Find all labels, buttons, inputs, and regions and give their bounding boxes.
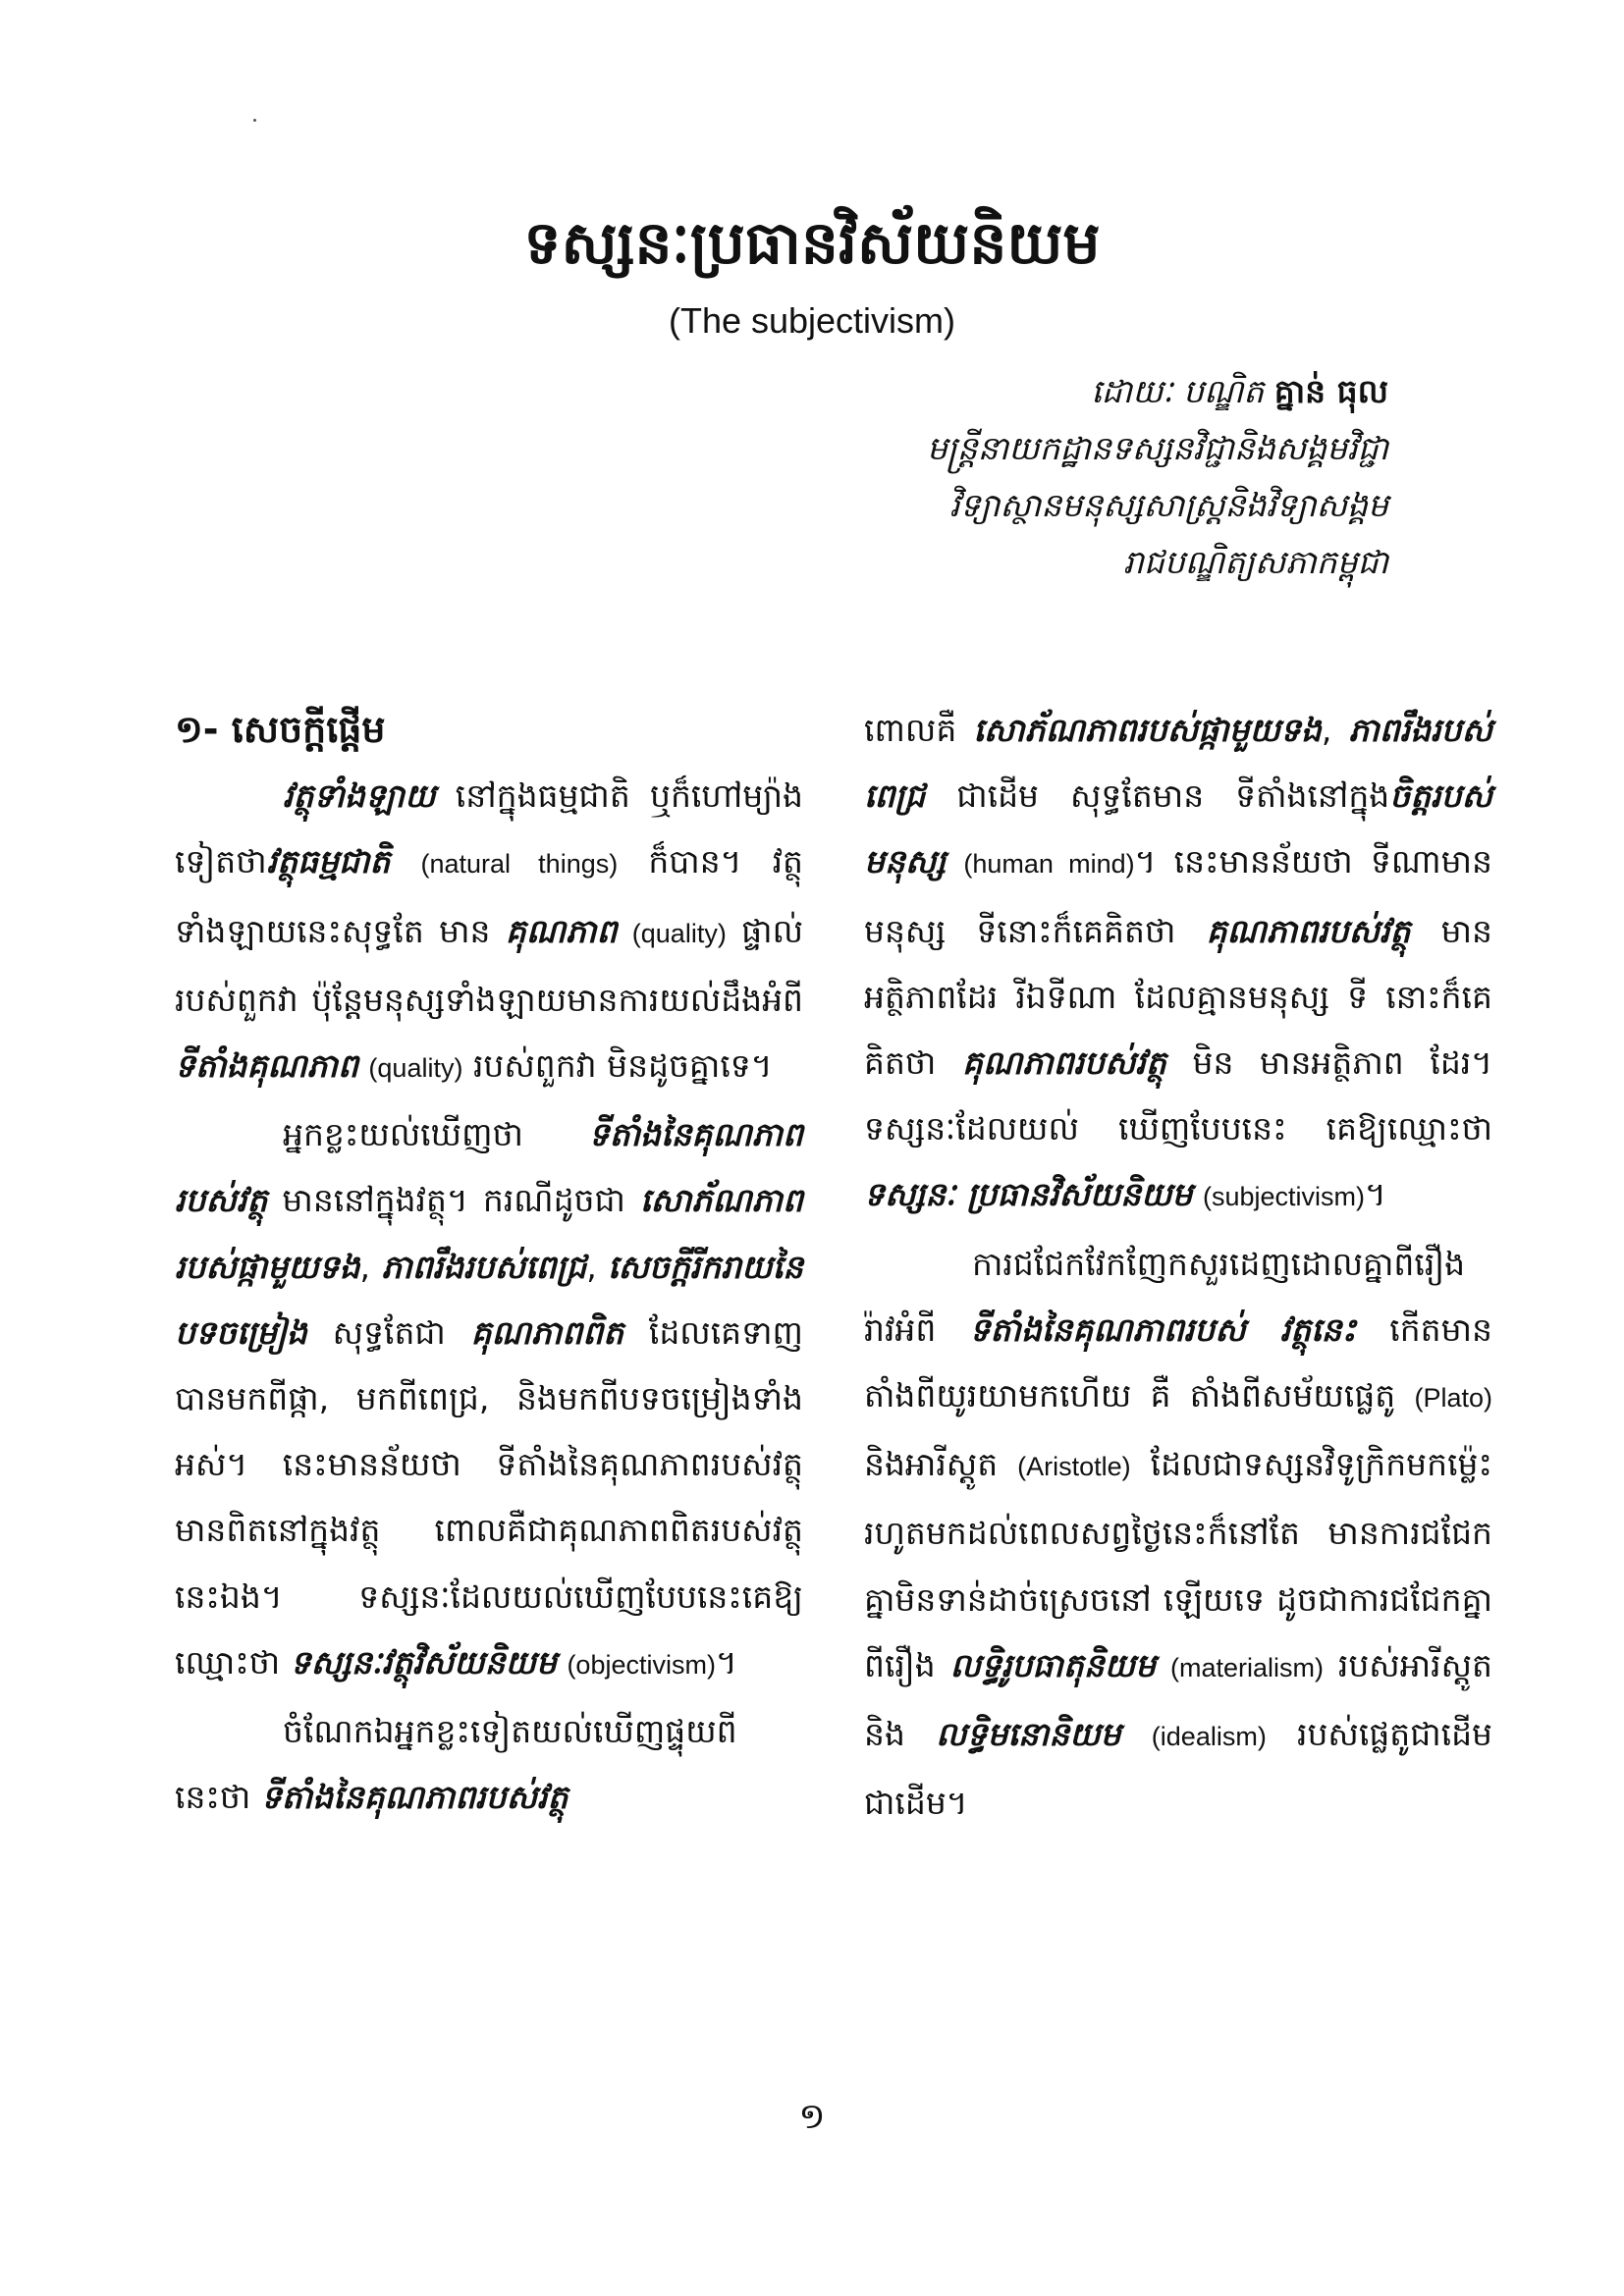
text-run: សុទ្ធតែជា	[306, 1312, 471, 1352]
english-term: (natural things)	[420, 849, 619, 880]
text-run	[617, 912, 631, 950]
emphasis: ភាពរឹងរបស់ពេជ្រ	[864, 711, 1492, 816]
emphasis: វត្ថុធម្មជាតិ	[266, 842, 391, 881]
text-run	[1192, 1175, 1203, 1213]
emphasis: លទ្ធិមនោនិយម	[936, 1715, 1121, 1754]
text-run: ផ្ទាល់របស់ពួកវា ប៉ុន្តែមនុស្សទាំងឡាយមានការយល់ដឹងអំពី	[175, 911, 803, 1019]
left-column	[175, 697, 803, 1830]
text-run: ,	[359, 1247, 382, 1286]
emphasis: វត្ថុទាំងឡាយ	[283, 776, 436, 816]
text-run	[1156, 1646, 1170, 1684]
emphasis: សោភ័ណភាពរបស់ផ្កាមួយទង	[175, 1181, 803, 1286]
right-column	[864, 697, 1492, 1836]
text-run: ,	[1321, 711, 1349, 749]
text-run: ។	[1365, 1175, 1386, 1214]
section-heading: ១- សេចក្តីផ្តើម	[175, 708, 386, 751]
english-term: (Plato)	[1414, 1383, 1492, 1414]
text-run: ។ នេះមានន័យថា ទីណាមានមនុស្ស ទីនោះក៏គេគិតថា	[864, 842, 1493, 950]
text-run: របស់អារីស្តូត និង	[864, 1645, 1492, 1754]
paragraph	[175, 1698, 803, 1830]
affiliation-line: វិទ្យាស្ថានមនុស្សសាស្ត្រនិងវិទ្យាសង្គម	[949, 486, 1388, 524]
english-term: (quality)	[631, 918, 727, 948]
emphasis: គុណភាពពិត	[470, 1312, 624, 1352]
text-run: ចំណែកឯអ្នកខ្លះទៀតយល់ឃើញផ្ទុយពីនេះថា	[175, 1712, 737, 1817]
paragraph	[864, 1231, 1492, 1837]
emphasis: ទស្សនៈវត្ថុវិស័យនិយម	[290, 1642, 557, 1682]
english-term: (objectivism)	[567, 1649, 716, 1680]
text-run: កើតមានតាំងពីយូរយាមកហើយ គឺ តាំងពីសម័យផ្លេតូ	[864, 1309, 1492, 1415]
english-term: (quality)	[368, 1053, 463, 1084]
text-run: មាន អត្ថិភាពដែរ រីឯទីណា ដែលគ្មានមនុស្ស ទី នោះក៏គេគិតថា	[864, 911, 1492, 1083]
text-run: ជាដើម សុទ្ធតែមាន ទីតាំងនៅក្នុង	[925, 776, 1390, 816]
emphasis: ចិត្តរបស់មនុស្ស	[864, 776, 1492, 881]
text-run	[1121, 1715, 1152, 1753]
text-run	[390, 842, 420, 881]
paragraph	[175, 763, 803, 1101]
text-run: ដែលគេទាញបានមកពីផ្កា, មកពីពេជ្រ, និងមកពីបទចម្រៀងទាំងអស់។ នេះមានន័យថា ទីតាំងនៃគុណភាពរបស់វត្ថុមានពិតនៅក្នុងវត្ថុ ពោលគឺជាគុណភាពពិតរបស់វត្ថុនេះឯង។ ទស្សនៈដែលយល់ឃើញបែបនេះគេឱ្យឈ្មោះថា	[175, 1312, 803, 1682]
english-term: (human mind)	[963, 849, 1135, 880]
text-run: ក៏បាន។ វត្ថុទាំងឡាយនេះសុទ្ធតែ មាន	[175, 842, 803, 950]
author-prefix: ដោយៈ បណ្ឌិត	[1091, 372, 1265, 410]
emphasis: គុណភាពរបស់វត្ថុ	[961, 1043, 1166, 1083]
text-run: មាននៅក្នុងវត្ថុ។ ករណីដូចជា	[267, 1181, 641, 1220]
text-run: ដែលជាទស្សនវិទូក្រិកមកម្ល៉េះ រហូតមកដល់ពេលសព្វថ្ងៃនេះក៏នៅតែ មានការជជែកគ្នាមិនទាន់ដាច់ស្រេចនៅ ឡើយទេ ដូចជាការជជែកគ្នាពីរឿង	[864, 1445, 1492, 1684]
paragraph	[864, 697, 1492, 1231]
english-term: (idealism)	[1151, 1722, 1267, 1752]
page-number: ១	[798, 2097, 826, 2137]
text-run	[946, 842, 963, 881]
emphasis: ទីតាំងនៃគុណភាពរបស់វត្ថុ	[175, 1115, 803, 1220]
paragraph	[175, 1101, 803, 1698]
page-title: ទស្សនៈប្រធានវិស័យនិយម	[523, 209, 1101, 278]
emphasis: គុណភាព	[505, 911, 618, 950]
english-term: (Aristotle)	[1017, 1452, 1131, 1482]
emphasis: សេចក្តីរីករាយនៃ បទចម្រៀង	[175, 1247, 804, 1352]
text-run: មិន មានអត្ថិភាព ដែរ។ ទស្សនៈដែលយល់ ឃើញបែបនេះ គេឱ្យឈ្មោះថា	[864, 1043, 1492, 1148]
emphasis: ទស្សនៈ ប្រធានវិស័យនិយម	[864, 1175, 1193, 1214]
text-run: អ្នកខ្លះយល់ឃើញថា	[283, 1115, 589, 1154]
emphasis: សោភ័ណភាពរបស់ផ្កាមួយទង	[973, 711, 1322, 749]
text-run: របស់ពួកវា មិនដូចគ្នាទេ។	[462, 1046, 773, 1086]
text-run: នៅក្នុងធម្មជាតិ ឬក៏ហៅម្យ៉ាងទៀតថា	[175, 776, 803, 881]
emphasis: ទីតាំងគុណភាព	[175, 1046, 358, 1086]
text-run: និងអារីស្តូត	[864, 1445, 1018, 1484]
emphasis: ទីតាំងនៃគុណភាពរបស់ វត្ថុនេះ	[969, 1309, 1357, 1349]
emphasis: ភាពរឹងរបស់ពេជ្រ	[381, 1247, 587, 1286]
author-block	[505, 363, 1388, 591]
text-run	[557, 1643, 568, 1682]
text-run: របស់ផ្លេតូជាដើមជាដើម។	[864, 1715, 1492, 1823]
author-line	[505, 363, 1388, 420]
english-term: (subjectivism)	[1202, 1182, 1366, 1212]
text-run: ,	[586, 1247, 609, 1286]
affiliation-line: មន្ត្រីនាយកដ្ឋានទស្សនវិជ្ជានិងសង្គមវិជ្ជា	[926, 429, 1388, 467]
emphasis: ទីតាំងនៃគុណភាពរបស់វត្ថុ	[260, 1778, 568, 1817]
emphasis: លទ្ធិរូបធាតុនិយម	[949, 1645, 1157, 1684]
text-run: ការជជែកវែកញែកសួរដេញដោលគ្នាពីរឿងរ៉ាវអំពី	[864, 1244, 1466, 1349]
english-term: (materialism)	[1169, 1652, 1324, 1682]
scan-speck	[253, 119, 256, 122]
text-run: ពោលគឺ	[864, 711, 974, 749]
affiliation-line: រាជបណ្ឌិត្យសភាកម្ពុជា	[1122, 543, 1388, 581]
page-subtitle: (The subjectivism)	[668, 300, 956, 341]
text-run: ។	[715, 1642, 737, 1682]
emphasis: គុណភាពរបស់វត្ថុ	[1206, 911, 1411, 950]
text-run	[358, 1046, 369, 1085]
author-name: គ្នាន់ ធុល	[1273, 372, 1388, 410]
